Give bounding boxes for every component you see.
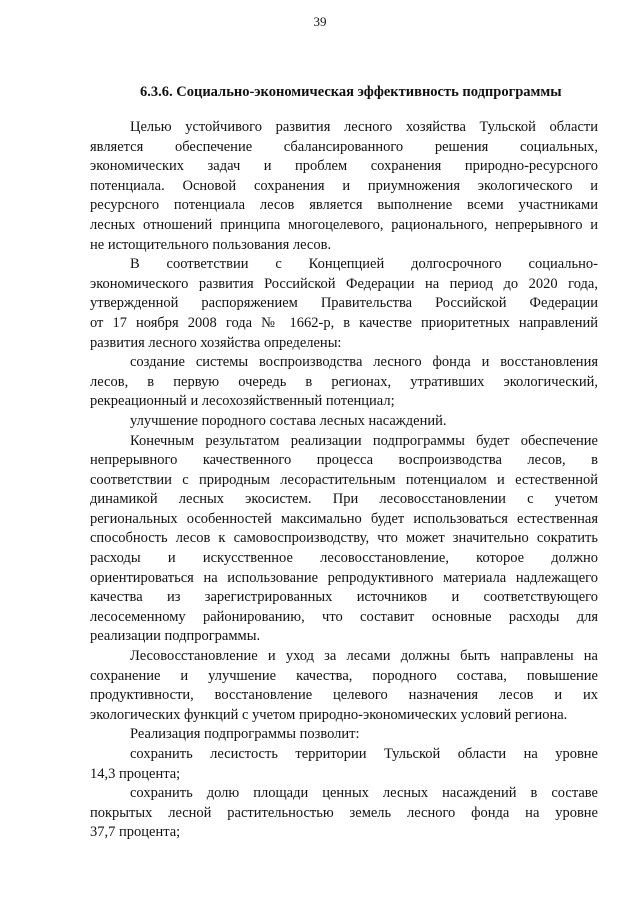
text-line: В соответствии с Концепцией долгосрочного социально- [130,256,598,273]
text-line: ресурсного потенциала лесов является выполнение всеми участниками [90,197,598,214]
paragraph [90,255,598,353]
text-line: лесных отношений принципа многоцелевого, рационального, непрерывного и [90,216,598,233]
paragraph [90,118,598,255]
text-line: непрерывного качественного процесса воспроизводства лесов, в [90,452,598,469]
text-line: реализации подпрограммы. [90,628,261,645]
text-line: 37,7 процента; [90,824,181,841]
paragraph [90,353,598,412]
section-heading: 6.3.6. Социально-экономическая эффективность подпрограммы [140,84,562,100]
text-line: продуктивности, восстановление целевого назначения лесов и их [90,687,598,704]
text-line: улучшение породного состава лесных насаждений. [130,412,447,429]
paragraph [90,412,598,432]
text-line: способность лесов к самовоспроизводству, что может значительно сократить [90,530,598,547]
text-line: рекреационный и лесохозяйственный потенциал; [90,393,395,410]
text-line: ориентироваться на использование репродуктивного материала надлежащего [90,569,598,586]
text-line: Лесовосстановление и уход за лесами должны быть направлены на [130,648,598,665]
text-line: динамикой лесных экосистем. При лесовосстановлении с учетом [90,491,598,508]
paragraph [90,432,598,648]
text-line: экономического развития Российской Федерации на период до 2020 года, [90,275,598,292]
text-line: потенциала. Основой сохранения и приумножения экологического и [90,177,598,194]
text-line: не истощительного пользования лесов. [90,236,332,253]
text-line: качества из зарегистрированных источников и соответствующего [90,589,598,606]
text-line: утвержденной распоряжением Правительства Российской Федерации [90,295,598,312]
text-line: экологических функций с учетом природно-экономических условий региона. [90,706,568,723]
text-line: сохранить лесистость территории Тульской области на уровне [130,746,598,762]
text-line: сохранение и улучшение качества, породного состава, повышение [90,667,598,684]
page-number: 39 [313,14,327,29]
text-line: развития лесного хозяйства определены: [90,334,342,351]
text-line: расходы и искусственное лесовосстановление, которое должно [90,550,598,567]
text-line: сохранить долю площади ценных лесных насаждений в составе [130,785,598,802]
text-line: соответствии с природным лесорастительным потенциалом и естественной [90,471,598,488]
text-line: лесосеменному районированию, что составит основные расходы для [90,608,598,625]
paragraph [90,745,598,784]
text-line: Реализация подпрограммы позволит: [130,726,360,743]
text-line: является обеспечение сбалансированного решения социальных, [90,138,598,155]
text-line: 14,3 процента; [90,765,181,782]
text-line: Конечным результатом реализации подпрограммы будет обеспечение [130,432,598,449]
text-line: создание системы воспроизводства лесного фонда и восстановления [130,354,598,371]
paragraph [90,784,598,843]
text-line: покрытых лесной растительностью земель лесного фонда на уровне [90,804,598,821]
paragraph [90,725,598,745]
body-text [90,118,598,843]
text-line: от 17 ноября 2008 года № 1662-р, в качестве приоритетных направлений [90,314,598,331]
text-line: Целью устойчивого развития лесного хозяйства Тульской области [130,119,598,135]
text-line: экономических задач и проблем сохранения природно-ресурсного [90,158,598,175]
text-line: лесов, в первую очередь в регионах, утративших экологический, [90,373,598,390]
paragraph [90,647,598,725]
text-line: региональных особенностей максимально будет использоваться естественная [90,510,598,527]
